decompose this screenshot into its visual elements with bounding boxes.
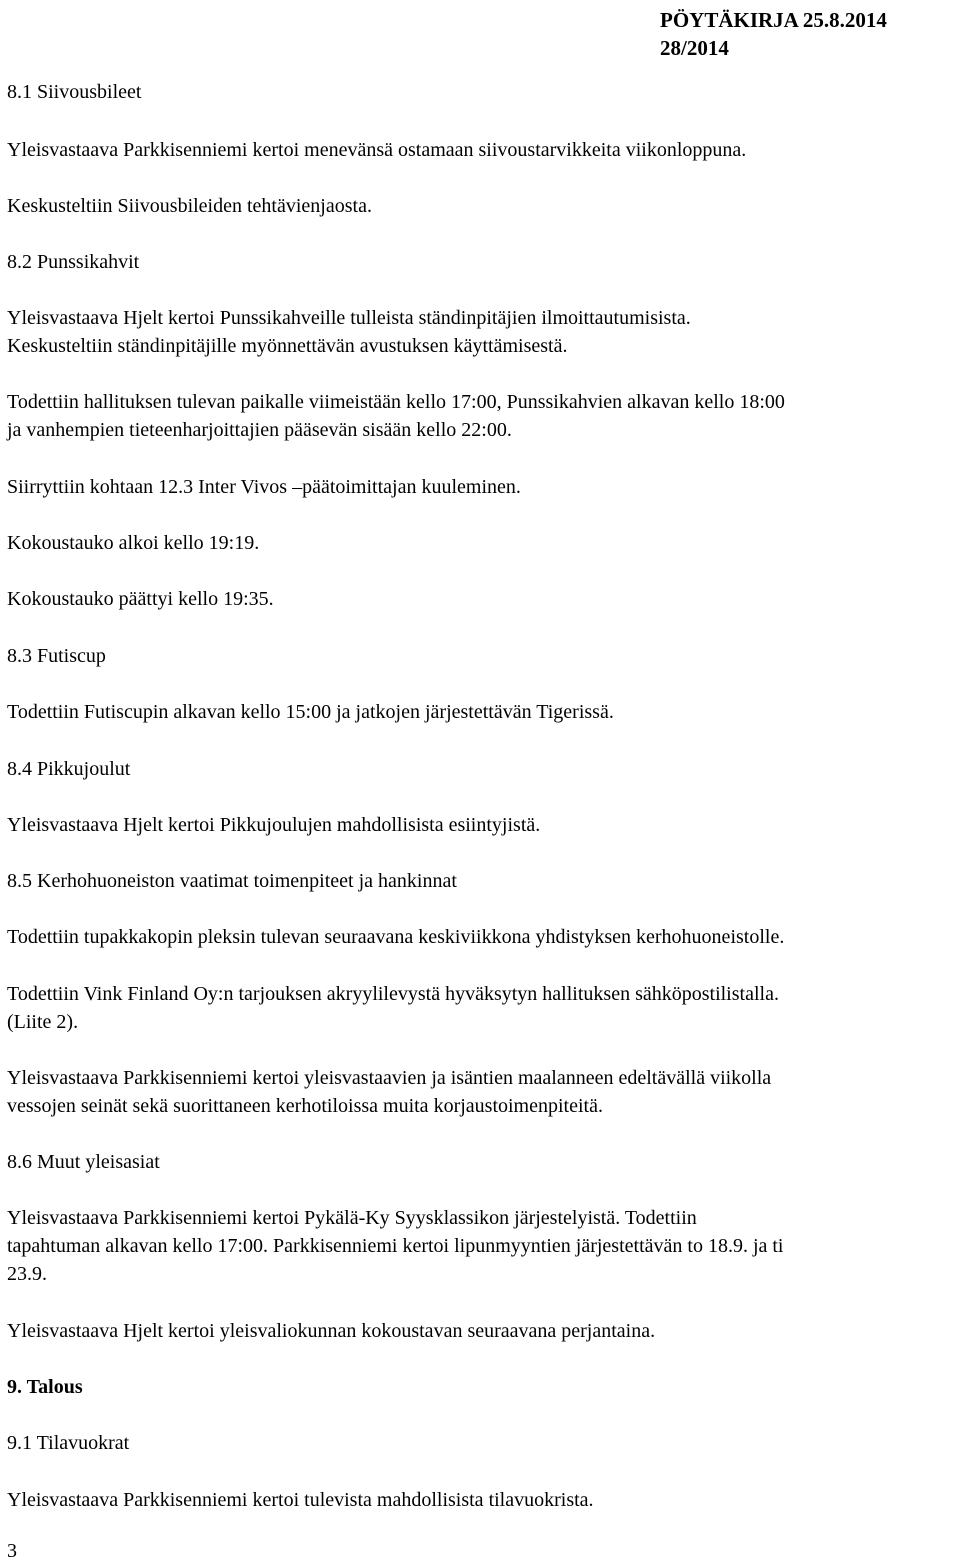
document-header (660, 6, 956, 62)
section-heading-8-3: 8.3 Futiscup (7, 645, 106, 667)
paragraph: Yleisvastaava Hjelt kertoi Pikkujoulujen mahdollisista esiintyjistä. (7, 814, 541, 836)
paragraph-line: Yleisvastaava Hjelt kertoi Punssikahveille tulleista ständinpitäjien ilmoittautumisista. (7, 307, 691, 329)
paragraph-line: 23.9. (7, 1263, 47, 1285)
paragraph-line: Todettiin Vink Finland Oy:n tarjouksen akryylilevystä hyväksytyn hallituksen sähköpostilistalla. (7, 983, 779, 1005)
paragraph-line: Todettiin hallituksen tulevan paikalle viimeistään kello 17:00, Punssikahvien alkavan kello 18:00 (7, 391, 785, 413)
section-heading-8-6: 8.6 Muut yleisasiat (7, 1151, 160, 1173)
section-heading-8-5: 8.5 Kerhohuoneiston vaatimat toimenpiteet ja hankinnat (7, 870, 457, 892)
paragraph: Todettiin tupakkakopin pleksin tulevan seuraavana keskiviikkona yhdistyksen kerhohuoneistolle. (7, 926, 785, 948)
paragraph: Kokoustauko alkoi kello 19:19. (7, 532, 260, 554)
header-number: 28/2014 (660, 36, 729, 60)
paragraph-line: (Liite 2). (7, 1011, 79, 1033)
paragraph: Yleisvastaava Hjelt kertoi yleisvaliokunnan kokoustavan seuraavana perjantaina. (7, 1320, 656, 1342)
paragraph: Yleisvastaava Parkkisenniemi kertoi menevänsä ostamaan siivoustarvikkeita viikonloppuna. (7, 139, 747, 161)
paragraph: Kokoustauko päättyi kello 19:35. (7, 588, 274, 610)
section-heading-9-1: 9.1 Tilavuokrat (7, 1432, 130, 1454)
paragraph-line: Yleisvastaava Parkkisenniemi kertoi yleisvastaavien ja isäntien maalanneen edeltävällä viikolla (7, 1067, 772, 1089)
header-title: PÖYTÄKIRJA 25.8.2014 (660, 8, 887, 32)
section-heading-8-2: 8.2 Punssikahvit (7, 251, 140, 273)
paragraph: Todettiin Futiscupin alkavan kello 15:00 ja jatkojen järjestettävän Tigerissä. (7, 701, 614, 723)
section-heading-8-4: 8.4 Pikkujoulut (7, 758, 131, 780)
paragraph-line: vessojen seinät sekä suorittaneen kerhotiloissa muita korjaustoimenpiteitä. (7, 1095, 603, 1117)
paragraph-line: Keskusteltiin ständinpitäjille myönnettävän avustuksen käyttämisestä. (7, 335, 568, 357)
paragraph: Siirryttiin kohtaan 12.3 Inter Vivos –päätoimittajan kuuleminen. (7, 476, 521, 498)
paragraph: Keskusteltiin Siivousbileiden tehtävienjaosta. (7, 195, 372, 217)
paragraph-line: tapahtuman alkavan kello 17:00. Parkkisenniemi kertoi lipunmyyntien järjestettävän to 18.9. ja ti (7, 1235, 784, 1257)
paragraph-line: ja vanhempien tieteenharjoittajien pääsevän sisään kello 22:00. (7, 419, 512, 441)
paragraph-line: Yleisvastaava Parkkisenniemi kertoi Pykälä-Ky Syysklassikon järjestelyistä. Todettiin (7, 1207, 697, 1229)
section-heading-8-1: 8.1 Siivousbileet (7, 81, 142, 103)
page-number: 3 (7, 1540, 17, 1562)
section-heading-9: 9. Talous (7, 1376, 83, 1398)
paragraph: Yleisvastaava Parkkisenniemi kertoi tulevista mahdollisista tilavuokrista. (7, 1489, 594, 1511)
